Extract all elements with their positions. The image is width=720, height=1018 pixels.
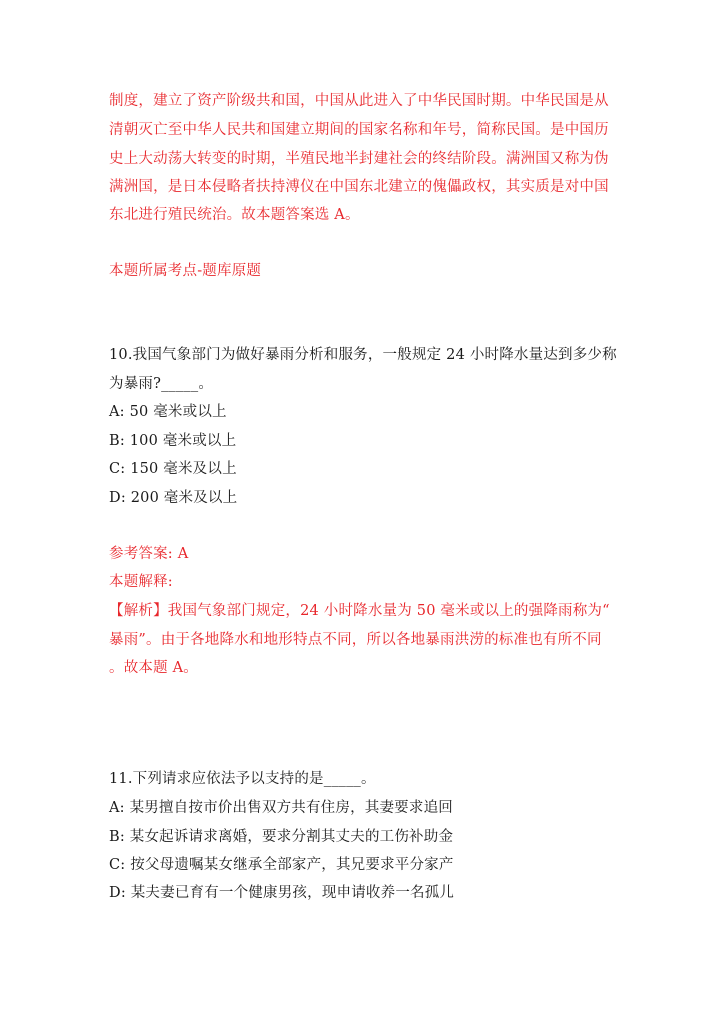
question-stem: 10.我国气象部门为做好暴雨分析和服务，一般规定 24 小时降水量达到多少称	[109, 347, 617, 363]
option-d: D: 某夫妻已育有一个健康男孩，现申请收养一名孤儿	[109, 885, 455, 901]
option-c: C: 按父母遗嘱某女继承全部家产，其兄要求平分家产	[109, 857, 454, 873]
question-stem: 为暴雨?_____。	[109, 376, 214, 392]
question-stem: 11.下列请求应依法予以支持的是_____。	[109, 771, 376, 787]
explanation-line: 史上大动荡大转变的时期，半殖民地半封建社会的终结阶段。满洲国又称为伪	[109, 151, 609, 167]
explanation-line: 暴雨”。由于各地降水和地形特点不同，所以各地暴雨洪涝的标准也有所不同	[109, 632, 602, 648]
explanation-line: 。故本题 A。	[109, 660, 198, 676]
option-b: B: 某女起诉请求离婚，要求分割其丈夫的工伤补助金	[109, 829, 454, 845]
option-a: A: 50 毫米或以上	[109, 404, 227, 420]
explanation-line: 满洲国，是日本侵略者扶持溥仪在中国东北建立的傀儡政权，其实质是对中国	[109, 179, 609, 195]
option-a: A: 某男擅自按市价出售双方共有住房，其妻要求追回	[109, 800, 453, 816]
explanation-line: 【解析】我国气象部门规定，24 小时降水量为 50 毫米或以上的强降雨称为“	[109, 603, 610, 619]
reference-answer: 参考答案: A	[109, 546, 189, 562]
option-d: D: 200 毫米及以上	[109, 490, 238, 506]
source-note: 本题所属考点-题库原题	[109, 263, 262, 279]
explanation-label: 本题解释:	[109, 574, 173, 590]
option-c: C: 150 毫米及以上	[109, 461, 237, 477]
explanation-line: 东北进行殖民统治。故本题答案选 A。	[109, 207, 360, 223]
explanation-line: 清朝灭亡至中华人民共和国建立期间的国家名称和年号，简称民国。是中国历	[109, 122, 609, 138]
option-b: B: 100 毫米或以上	[109, 433, 237, 449]
explanation-line: 制度，建立了资产阶级共和国，中国从此进入了中华民国时期。中华民国是从	[109, 93, 609, 109]
